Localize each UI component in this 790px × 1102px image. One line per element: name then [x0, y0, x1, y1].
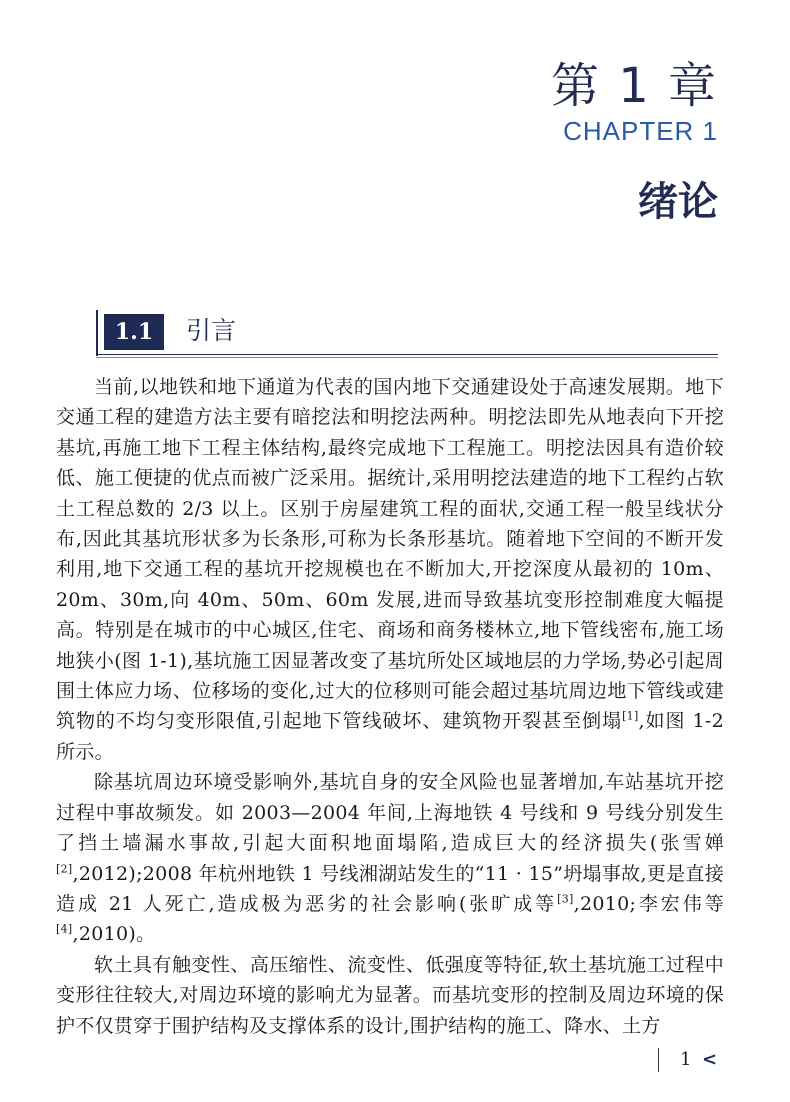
paragraph-text: ,2010)。: [72, 923, 156, 946]
section-underline-thin: [96, 357, 718, 358]
paragraph-text: ,2012);2008 年杭州地铁 1 号线湘湖站发生的“11 · 15”坍塌事故,更是直接造成 21 人死亡,造成极为恶劣的社会影响(张旷成等: [56, 862, 724, 915]
paragraph-text: ,2010;李宏伟等: [573, 892, 725, 915]
page-footer: [658, 1046, 728, 1076]
paragraph-3: [56, 950, 724, 1041]
paragraph-1: [56, 372, 724, 767]
citation-ref: [3]: [557, 892, 574, 906]
arrow-left-icon: <: [702, 1049, 718, 1070]
citation-ref: [4]: [56, 922, 73, 936]
section-number-badge: 1.1: [104, 314, 164, 350]
chapter-header: [551, 58, 718, 226]
paragraph-text: 当前,以地铁和地下通道为代表的国内地下交通建设处于高速发展期。地下交通工程的建造方法主要有暗挖法和明挖法两种。明挖法即先从地表向下开挖基坑,再施工地下工程主体结构,最终完成地下工程施工。明挖法因具有造价较低、施工便捷的优点而被广泛采用。据统计,采用明挖法建造的地下工程约占软土工程总数的 2/3 以上。区别于房屋建筑工程的面状,交通工程一般呈线状分布,因此其基坑形状多为长条形,可称为长条形基坑。随着地下空间的不断开发利用,地下交通工程的基坑开挖规模也在不断加大,开挖深度从最初的 10m、20m、30m,向 40m、50m、60m 发展,进而导致基坑变形控制难度大幅提高。特别是在城市的中心城区,住宅、商场和商务楼林立,地下管线密布,施工场地狭小(图 1-1),基坑施工因显著改变了基坑所处区域地层的力学场,势必引起周围土体应力场、位移场的变化,过大的位移则可能会超过基坑周边地下管线或建筑物的不均匀变形限值,引起地下管线破坏、建筑物开裂甚至倒塌: [56, 376, 724, 733]
page-number: 1: [680, 1049, 692, 1070]
paragraph-text: 除基坑周边环境受影响外,基坑自身的安全风险也显著增加,车站基坑开挖过程中事故频发。如 2003—2004 年间,上海地铁 4 号线和 9 号线分别发生了挡土墙漏水事故,引起大面积地面塌陷,造成巨大的经济损失(张雪婵: [56, 771, 724, 855]
citation-ref: [1]: [622, 710, 639, 724]
body-text: [56, 372, 724, 1041]
paragraph-2: [56, 767, 724, 949]
citation-ref: [2]: [56, 862, 73, 876]
paragraph-text: ,如图 1-2 所示。: [56, 710, 724, 763]
section-title: 引言: [186, 316, 237, 345]
section-heading: [96, 310, 718, 352]
section-underline: [96, 354, 718, 355]
footer-divider: [658, 1048, 659, 1072]
paragraph-text: 软土具有触变性、高压缩性、流变性、低强度等特征,软土基坑施工过程中变形往往较大,对周边环境的影响尤为显著。而基坑变形的控制及周边环境的保护不仅贯穿于围护结构及支撑体系的设计,围护结构的施工、降水、土方: [56, 953, 724, 1037]
chapter-english-label: CHAPTER 1: [563, 116, 718, 146]
chapter-number: 第 1 章: [550, 58, 718, 114]
chapter-title: 绪论: [638, 179, 718, 225]
section-rule-left: [96, 310, 98, 356]
